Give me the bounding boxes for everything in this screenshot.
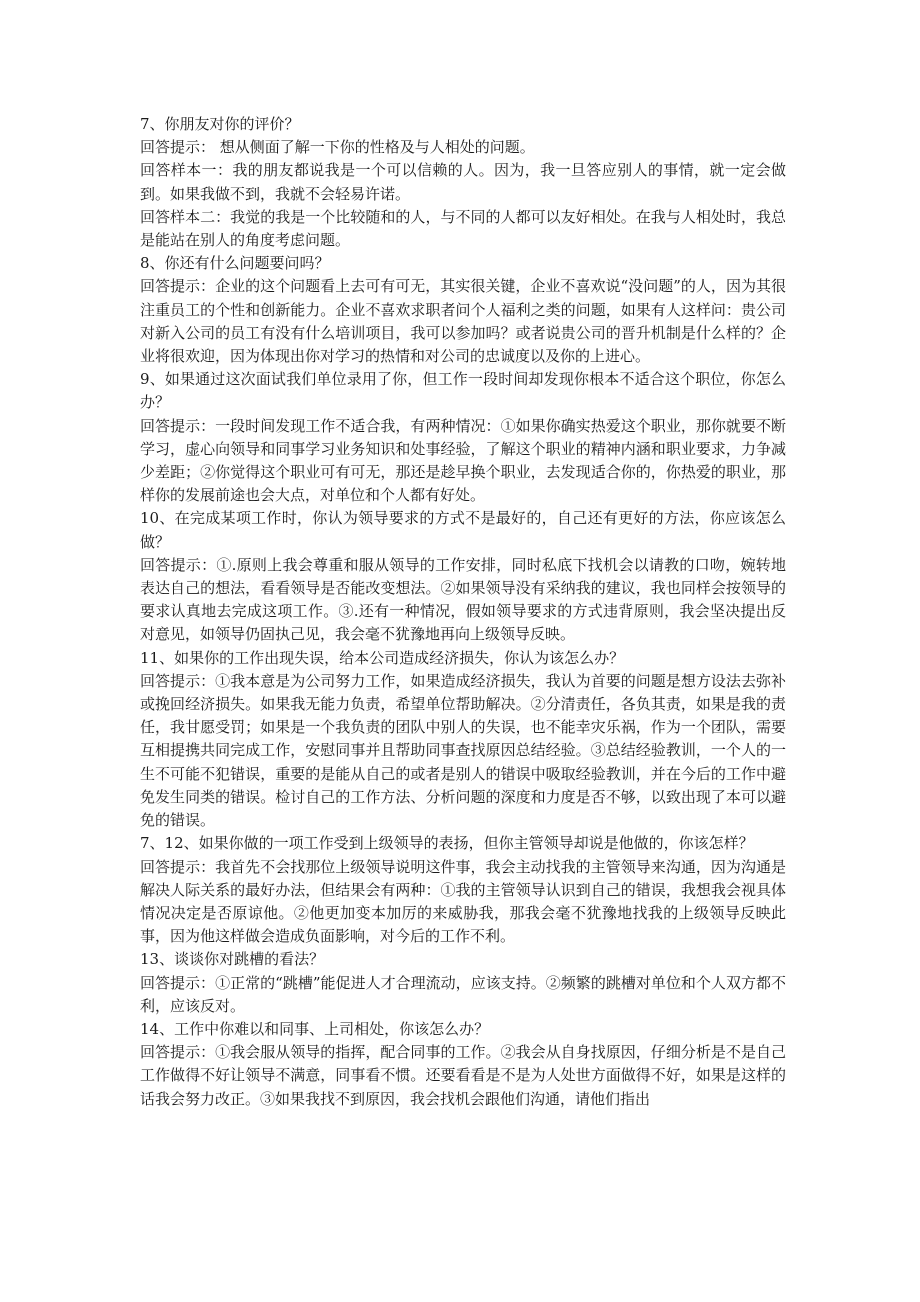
document-page xyxy=(140,113,786,1111)
answer-hint-9: 回答提示：一段时间发现工作不适合我，有两种情况：①如果你确实热爱这个职业，那你就要不断学习，虚心向领导和同事学习业务知识和处事经验，了解这个职业的精神内涵和职业要求，力争减少差距；②你觉得这个职业可有可无，那还是趁早换个职业，去发现适合你的，你热爱的职业，那样你的发展前途也会大点，对单位和个人都有好处。 xyxy=(140,416,786,505)
answer-sample-1: 回答样本一：我的朋友都说我是一个可以信赖的人。因为，我一旦答应别人的事情，就一定会做到。如果我做不到，我就不会轻易许诺。 xyxy=(140,161,786,203)
question-14: 14、工作中你难以和同事、上司相处，你该怎么办？ xyxy=(140,1019,490,1038)
question-8: 8、你还有什么问题要问吗？ xyxy=(140,254,330,273)
question-7: 7、你朋友对你的评价？ xyxy=(140,115,300,133)
answer-hint-10: 回答提示：①.原则上我会尊重和服从领导的工作安排，同时私底下找机会以请教的口吻，婉转地表达自己的想法，看看领导是否能改变想法。②如果领导没有采纳我的建议，我也同样会按领导的要求认真地去完成这项工作。③.还有一种情况，假如领导要求的方式违背原则，我会坚决提出反对意见，如领导仍固执己见，我会毫不犹豫地再向上级领导反映。 xyxy=(140,555,786,644)
question-13: 13、谈谈你对跳槽的看法？ xyxy=(140,950,325,969)
question-9: 9、如果通过这次面试我们单位录用了你，但工作一段时间却发现你根本不适合这个职位，你怎么办？ xyxy=(140,370,786,412)
answer-hint-14: 回答提示：①我会服从领导的指挥，配合同事的工作。②我会从自身找原因，仔细分析是不是自己工作做得不好让领导不满意，同事看不惯。还要看看是不是为人处世方面做得不好，如果是这样的话我会努力改正。③如果我找不到原因，我会找机会跟他们沟通，请他们指出 xyxy=(140,1043,786,1108)
answer-hint-11: 回答提示：①我本意是为公司努力工作，如果造成经济损失，我认为首要的问题是想方设法去弥补或挽回经济损失。如果我无能力负责，希望单位帮助解决。②分清责任，各负其责，如果是我的责任，我甘愿受罚；如果是一个我负责的团队中别人的失误，也不能幸灾乐祸，作为一个团队，需要互相提携共同完成工作，安慰同事并且帮助同事查找原因总结经验。③总结经验教训，一个人的一生不可能不犯错误，重要的是能从自己的或者是别人的错误中吸取经验教训，并在今后的工作中避免发生同类的错误。检讨自己的工作方法、分析问题的深度和力度是否不够，以致出现了本可以避免的错误。 xyxy=(140,671,786,830)
answer-hint-13: 回答提示：①正常的“跳槽”能促进人才合理流动，应该支持。②频繁的跳槽对单位和个人双方都不利，应该反对。 xyxy=(140,973,786,1015)
answer-sample-2: 回答样本二：我觉的我是一个比较随和的人，与不同的人都可以友好相处。在我与人相处时，我总是能站在别人的角度考虑问题。 xyxy=(140,207,786,250)
answer-hint-12: 回答提示：我首先不会找那位上级领导说明这件事，我会主动找我的主管领导来沟通，因为沟通是解决人际关系的最好办法，但结果会有两种：①我的主管领导认识到自己的错误，我想我会视具体情况决定是否原谅他。②他更加变本加厉的来威胁我，那我会毫不犹豫地找我的上级领导反映此事，因为他这样做会造成负面影响，对今后的工作不利。 xyxy=(140,857,786,946)
question-12: 7、12、如果你做的一项工作受到上级领导的表扬，但你主管领导却说是他做的，你该怎样？ xyxy=(140,834,754,853)
answer-hint-8: 回答提示：企业的这个问题看上去可有可无，其实很关键，企业不喜欢说“没问题”的人，因为其很注重员工的个性和创新能力。企业不喜欢求职者问个人福利之类的问题，如果有人这样问：贵公司对新入公司的员工有没有什么培训项目，我可以参加吗？或者说贵公司的晋升机制是什么样的？企业将很欢迎，因为体现出你对学习的热情和对公司的忠诚度以及你的上进心。 xyxy=(140,277,786,366)
answer-hint-7: 回答提示： 想从侧面了解一下你的性格及与人相处的问题。 xyxy=(140,138,535,157)
question-10: 10、在完成某项工作时，你认为领导要求的方式不是最好的，自己还有更好的方法，你应该怎么做？ xyxy=(140,509,786,551)
question-11: 11、如果你的工作出现失误，给本公司造成经济损失，你认为该怎么办？ xyxy=(140,648,625,667)
